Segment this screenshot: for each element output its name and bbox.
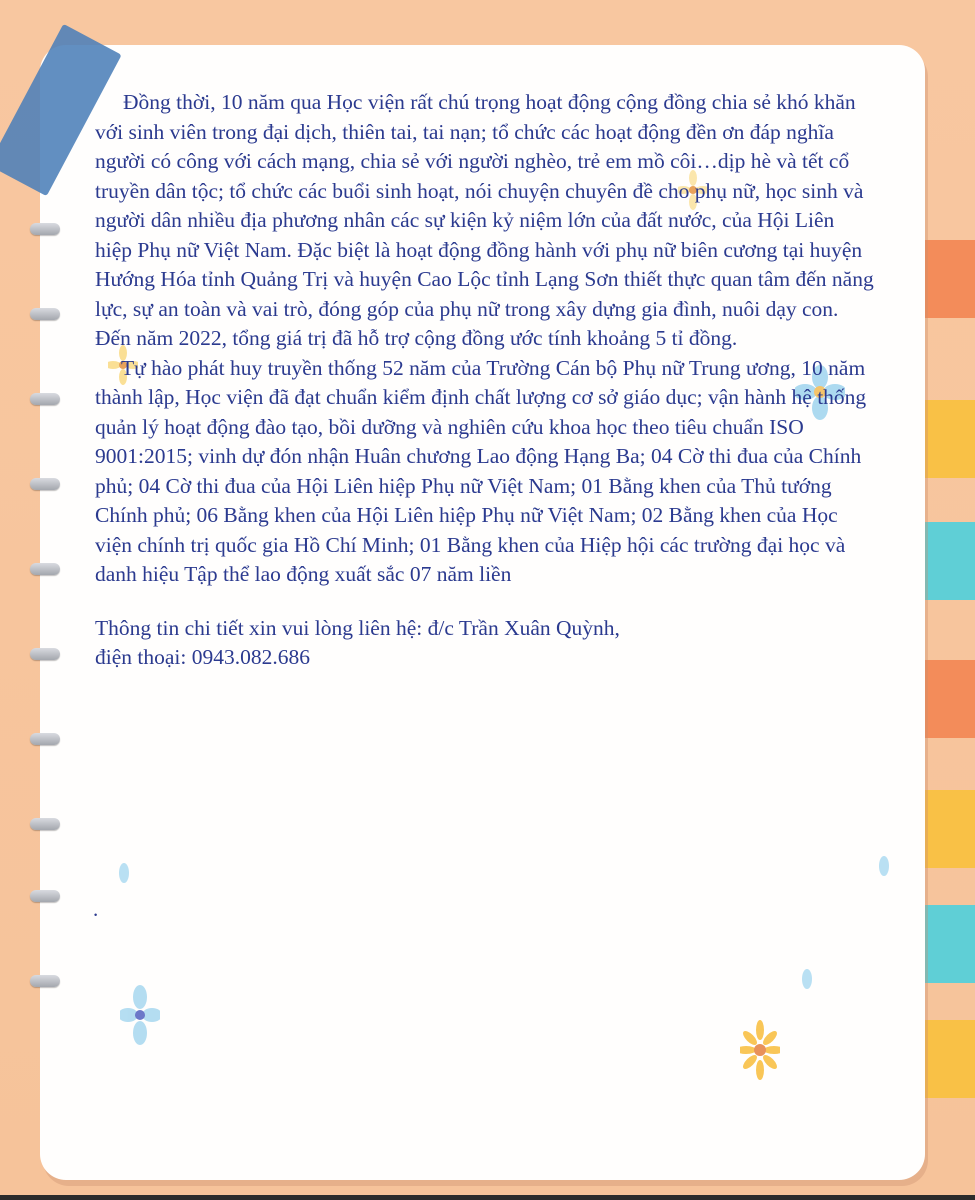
- contact-line-1: Thông tin chi tiết xin vui lòng liên hệ: đ/c Trần Xuân Quỳnh,: [95, 615, 620, 640]
- binding-hook: [30, 818, 60, 830]
- bottom-border: [0, 1195, 975, 1200]
- article-body: [95, 88, 875, 673]
- trailing-dot: .: [93, 897, 99, 921]
- binding-hook: [30, 478, 60, 490]
- binding-hook: [30, 975, 60, 987]
- blue-flower-icon: [120, 985, 160, 1045]
- contact-phone: điện thoại: 0943.082.686: [95, 645, 310, 669]
- paragraph-community: Đồng thời, 10 năm qua Học viện rất chú trọng hoạt động cộng đồng chia sẻ khó khăn với sinh viên trong đại dịch, thiên tai, tai nạn; tổ chức các hoạt động đền ơn đáp nghĩa người có công với cách mạng, chia sẻ với người nghèo, trẻ em mồ côi…dịp hè và tết cổ truyền dân tộc; tổ chức các buổi sinh hoạt, nói chuyện chuyên đề cho phụ nữ, học sinh và người dân nhiều địa phương nhân các sự kiện kỷ niệm lớn của đất nước, của Hội Liên hiệp Phụ nữ Việt Nam. Đặc biệt là hoạt động đồng hành với phụ nữ biên cương tại huyện Hướng Hóa tỉnh Quảng Trị và huyện Cao Lộc tỉnh Lạng Sơn thiết thực quan tâm đến năng lực, sự an toàn và vai trò, đóng góp của phụ nữ trong xây dựng gia đình, nuôi dạy con. Đến năm 2022, tổng giá trị đã hỗ trợ cộng đồng ước tính khoảng 5 tỉ đồng.: [95, 90, 874, 350]
- paragraph-achievements: Tự hào phát huy truyền thống 52 năm của Trường Cán bộ Phụ nữ Trung ương, 10 năm thành lập, Học viện đã đạt chuẩn kiểm định chất lượng cơ sở giáo dục; vận hành hệ thống quản lý hoạt động đào tạo, bồi dưỡng và nghiên cứu khoa học theo tiêu chuẩn ISO 9001:2015; vinh dự đón nhận Huân chương Lao động Hạng Ba; 04 Cờ thi đua của Chính phủ; 04 Cờ thi đua của Hội Liên hiệp Phụ nữ Việt Nam; 01 Bằng khen của Thủ tướng Chính phủ; 06 Bằng khen của Hội Liên hiệp Phụ nữ Việt Nam; 02 Bằng khen của Học viện chính trị quốc gia Hồ Chí Minh; 01 Bằng khen của Hiệp hội các trường đại học và danh hiệu Tập thể lao động xuất sắc 07 năm liền: [95, 355, 867, 586]
- binding-hook: [30, 563, 60, 575]
- binding-hook: [30, 648, 60, 660]
- binding-hook: [30, 308, 60, 320]
- contact-info: [95, 614, 875, 673]
- binding-hook: [30, 223, 60, 235]
- petal-icon: [118, 862, 130, 884]
- petal-icon: [878, 855, 890, 877]
- binding-hook: [30, 393, 60, 405]
- sunflower-icon: [740, 1020, 780, 1080]
- binding-hook: [30, 890, 60, 902]
- petal-icon: [801, 968, 813, 990]
- binding-hook: [30, 733, 60, 745]
